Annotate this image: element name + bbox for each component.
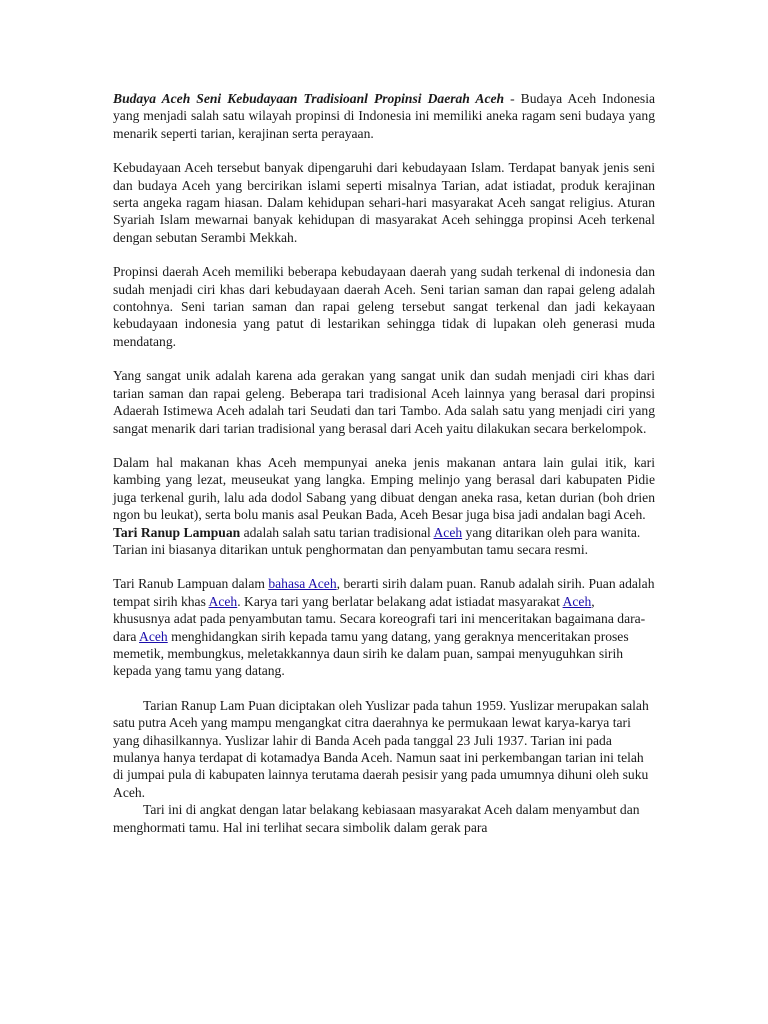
text-span: , khususnya adat pada penyambutan tamu. Secara koreografi tari ini menceritakan bagaimana dara-dara [113, 593, 646, 644]
link-bahasa-aceh[interactable]: bahasa Aceh [268, 576, 337, 592]
paragraph-history: Tarian Ranup Lam Puan diciptakan oleh Yuslizar pada tahun 1959. Yuslizar merupakan salah satu putra Aceh yang mampu mengangkat citra daerahnya ke permukaan lewat karya-karya tari yang dihasilkannya. Yuslizar lahir di Banda Aceh pada tanggal 23 Juli 1937. Tarian ini pada mulanya hanya terdapat di kotamadya Banda Aceh. Namun saat ini perkembangan tarian ini telah di jumpai pula di kabupaten lainnya terutama daerah pesisir yang pada umumnya dihuni oleh suku Aceh. [113, 697, 649, 800]
paragraph-ranup-lampuan-intro [113, 524, 655, 559]
text-span: , berarti sirih dalam puan. Ranub adalah sirih. Puan adalah tempat sirih khas [113, 576, 655, 609]
paragraph-ranub-meaning [113, 575, 655, 679]
document-page [113, 90, 655, 836]
text-span: menghidangkan sirih kepada tamu yang datang, yang geraknya menceritakan proses memetik, membungkus, meletakkannya daun sirih ke dalam puan, sampai menyuguhkan sirih kepada yang tamu yang datang. [113, 628, 629, 679]
link-aceh[interactable]: Aceh [139, 628, 168, 644]
intro-text: Budaya Aceh Indonesia yang menjadi salah satu wilayah propinsi di Indonesia ini memiliki aneka ragam seni budaya yang menarik seperti tarian, kerajinan serta perayaan. [113, 91, 655, 141]
paragraph-food: Dalam hal makanan khas Aceh mempunyai aneka jenis makanan antara lain gulai itik, kari kambing yang lezat, meuseukat yang langka. Emping melinjo yang berasal dari kabupaten Pidie juga terkenal gurih, lalu ada dodol Sabang yang dibuat dengan aneka rasa, ketan durian (boh drien ngon bu leukat), serta bolu manis asal Peukan Bada, Aceh Besar juga bisa jadi andalan bagi Aceh. [113, 454, 655, 523]
text-span: adalah salah satu tarian tradisional [240, 524, 434, 540]
link-aceh[interactable]: Aceh [433, 524, 463, 540]
text-span: yang ditarikan oleh para wanita. Tarian ini biasanya ditarikan untuk penghormatan dan penyambutan tamu secara resmi. [113, 524, 641, 557]
link-aceh[interactable]: Aceh [562, 593, 592, 609]
section-title-ranup-lampuan: Tari Ranup Lampuan [113, 524, 241, 540]
article-title: Budaya Aceh Seni Kebudayaan Tradisioanl Propinsi Daerah Aceh [113, 91, 505, 106]
text-span: . Karya tari yang berlatar belakang adat istiadat masyarakat [237, 593, 563, 609]
paragraph-intro [113, 90, 655, 142]
title-separator: - [504, 91, 521, 106]
paragraph-saman-rapai: Propinsi daerah Aceh memiliki beberapa kebudayaan daerah yang sudah terkenal di indonesia dan sudah menjadi ciri khas dari kebudayaan daerah Aceh. Seni tarian saman dan rapai geleng adalah contohnya. Seni tarian saman dan rapai geleng tersebut sangat terkenal dan jadi kekayaan kebudayaan indonesia yang patut di lestarikan sehingga tidak di lupakan oleh generasi muda mendatang. [113, 264, 655, 349]
text-span: Tari Ranub Lampuan dalam [113, 576, 269, 592]
paragraph-unique-movement: Yang sangat unik adalah karena ada gerakan yang sangat unik dan sudah menjadi ciri khas dari tarian saman dan rapai geleng. Beberapa tari tradisional Aceh lainnya yang berasal dari propinsi Adaerah Istimewa Aceh adalah tari Seudati dan tari Tambo. Ada salah satu yang menjadi ciri yang sangat menarik dari tarian tradisional yang berasal dari Aceh yaitu dilakukan secara berkelompok. [113, 368, 655, 436]
link-aceh[interactable]: Aceh [208, 593, 238, 609]
paragraph-background: Tari ini di angkat dengan latar belakang kebiasaan masyarakat Aceh dalam menyambut dan menghormati tamu. Hal ini terlihat secara simbolik dalam gerak para [113, 802, 640, 835]
paragraph-islam-influence: Kebudayaan Aceh tersebut banyak dipengaruhi dari kebudayaan Islam. Terdapat banyak jenis seni dan budaya Aceh yang bercirikan islami seperti misalnya Tarian, adat istiadat, produk kerajinan serta angeka ragam hiasan. Dalam kehidupan sehari-hari masyarakat Aceh sangat religius. Aturan Syariah Islam mewarnai banyak kehidupan di masyarakat Aceh sehingga propinsi Aceh terkenal dengan sebutan Serambi Mekkah. [113, 160, 655, 245]
